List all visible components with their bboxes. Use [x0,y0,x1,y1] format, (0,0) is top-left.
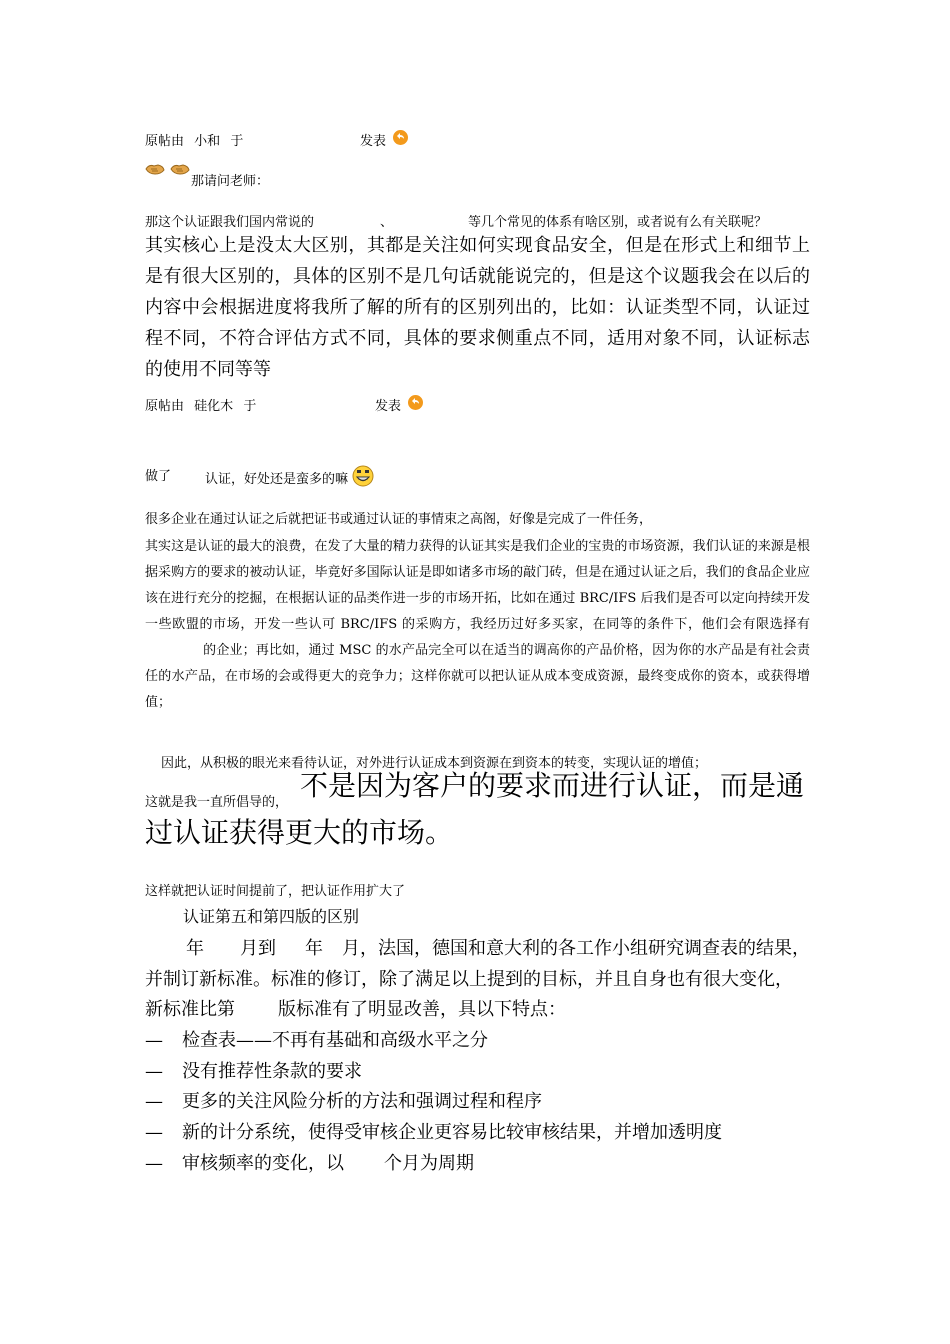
quote-header-1 [145,130,243,149]
reply-arrow-icon[interactable] [393,130,408,145]
answer2-para-tail: 的企业；再比如，通过 MSC 的水产品完全可以在适当的调高你的产品价格，因为你的水产品是有社会责任的水产品，在市场的会或得更大的竞争力；这样你就可以把认证从成本变成资源，最终变成你的资本，或获得增值； [145,643,810,710]
quote-yu: 于 [230,134,244,149]
quote-yu: 于 [243,399,257,414]
reply-arrow-icon[interactable] [408,395,423,410]
intro-line2: 并制订新标准。标准的修订，除了满足以上提到的目标，并且自身也有很大变化， [145,969,793,990]
section-title: 认证第五和第四版的区别 [183,907,360,926]
quote-posted-2 [375,395,423,414]
question-sep: 、 [380,215,394,230]
advocate-big-line1: 不是因为客户的要求而进行认证，而是通 [300,769,805,802]
grin-smiley-icon [352,465,374,487]
feature-list-item [145,1087,542,1113]
feature-text-tail: 个月为周期 [384,1153,474,1174]
question-line-b: 等几个常见的体系有啥区别，或者说有么有关联呢？ [468,215,768,230]
quote-prefix: 原帖由 [145,399,185,414]
dash-bullet: — [145,1091,163,1112]
dash-bullet: — [145,1061,163,1082]
intro-b: 月到 [240,938,276,959]
intro-d: 月，法国，德国和意大利的各工作小组研究调查表的结果， [342,938,810,959]
quote-author: 小和 [194,134,221,149]
quote-prefix: 原帖由 [145,134,185,149]
quote-header-2 [145,395,256,414]
feature-text: 检查表——不再有基础和高级水平之分 [182,1030,488,1051]
feature-text: 新的计分系统，使得受审核企业更容易比较审核结果，并增加透明度 [182,1122,722,1143]
handshake-icons [145,158,190,177]
answer2-line1: 很多企业在通过认证之后就把证书或通过认证的事情束之高阁，好像是完成了一件任务， [145,512,653,527]
answer2-paragraph [145,534,810,716]
advocate-small: 这就是我一直所倡导的， [145,795,289,810]
handshake-icon [170,161,190,177]
dash-bullet: — [145,1030,163,1051]
feature-list-item [145,1149,474,1175]
advocate-big-line2: 过认证获得更大的市场。 [145,816,454,849]
answer2-para-text: 其实这是认证的最大的浪费，在发了大量的精力获得的认证其实是我们企业的宝贵的市场资源，我们认证的来源是根据采购方的要求的被动认证，毕竟好多国际认证是即如诸多市场的敲门砖，但是在通过认证之后，我们的食品企业应该在进行充分的挖掘，在根据认证的品类作进一步的市场开拓，比如在通过 BRC/IFS 后我们是否可以定向持续开发一些欧盟的市场，开发一些认可 BRC/IFS 的采购方，我经历过好多买家，在同等的条件下，他们会有限选择有 [145,539,810,632]
q2-text: 认证，好处还是蛮多的嘛 [205,472,349,487]
question-line-a: 那这个认证跟我们国内常说的 [145,215,315,230]
intro-a: 年 [186,938,204,959]
dash-bullet: — [145,1122,163,1143]
answer2-therefore: 因此，从积极的眼光来看待认证，对外进行认证成本到资源在到资本的转变，实现认证的增值； [161,756,708,771]
feature-text: 审核频率的变化，以 [182,1153,344,1174]
q2-part-b [205,465,374,487]
intro-line3b: 版标准有了明显改善，具以下特点： [278,999,566,1020]
q2-part-a: 做了 [145,469,172,484]
intro-line3a: 新标准比第 [145,999,235,1020]
question-ask: 那请问老师： [191,174,270,189]
quote-author: 硅化木 [194,399,234,414]
answer-paragraph-1: 其实核心上是没太大区别，其都是关注如何实现食品安全，但是在形式上和细节上是有很大区别的，具体的区别不是几句话就能说完的，但是这个议题我会在以后的内容中会根据进度将我所了解的所有的区别列出的，比如：认证类型不同，认证过程不同，不符合评估方式不同，具体的要求侧重点不同，适用对象不同，认证标志的使用不同等等 [145,235,810,380]
intro-c: 年 [305,938,323,959]
quote-posted-label: 发表 [375,399,402,414]
feature-list-item [145,1057,362,1083]
feature-list-item [145,1118,722,1144]
feature-text: 没有推荐性条款的要求 [182,1061,362,1082]
answer2-closing: 这样就把认证时间提前了，把认证作用扩大了 [145,884,406,899]
feature-list-item [145,1026,488,1052]
dash-bullet: — [145,1153,163,1174]
quote-posted-label: 发表 [360,134,387,149]
handshake-icon [145,161,165,177]
quote-posted-1 [360,130,408,149]
feature-text: 更多的关注风险分析的方法和强调过程和程序 [182,1091,542,1112]
